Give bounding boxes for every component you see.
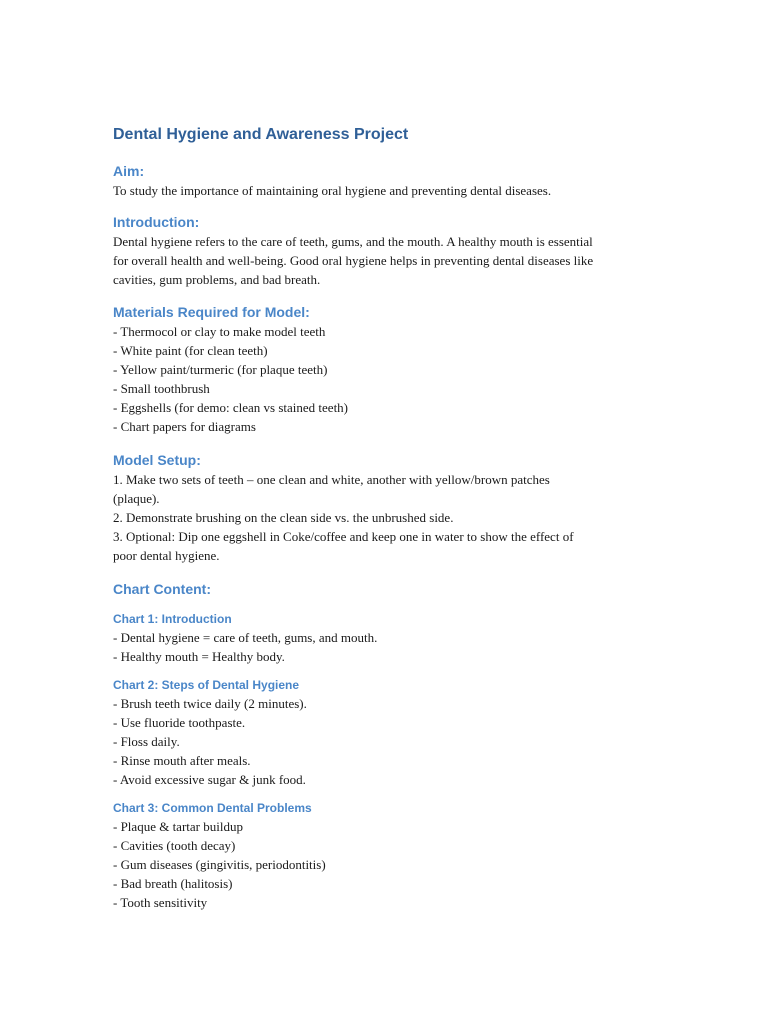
list-item: - Use fluoride toothpaste. [113,715,246,730]
model-setup-line: 1. Make two sets of teeth – one clean and white, another with yellow/brown patches [113,472,550,487]
chart-2-heading: Chart 2: Steps of Dental Hygiene [113,678,300,692]
chart-content-section [113,579,673,912]
document-page [113,124,673,912]
chart-1-block [113,611,673,666]
aim-section [113,161,673,200]
chart-1-list [113,628,673,666]
materials-list [113,322,673,436]
materials-section [113,302,673,436]
list-item: - Brush teeth twice daily (2 minutes). [113,696,307,711]
list-item: - Bad breath (halitosis) [113,876,233,891]
model-setup-steps [113,470,673,565]
model-setup-section [113,450,673,565]
model-setup-line: poor dental hygiene. [113,548,220,563]
list-item: - Thermocol or clay to make model teeth [113,324,326,339]
chart-3-heading: Chart 3: Common Dental Problems [113,801,312,815]
document-title: Dental Hygiene and Awareness Project [113,126,409,143]
aim-heading: Aim: [113,163,145,179]
list-item: - Avoid excessive sugar & junk food. [113,772,306,787]
model-setup-line: (plaque). [113,491,160,506]
model-setup-line: 3. Optional: Dip one eggshell in Coke/coffee and keep one in water to show the effect of [113,529,574,544]
introduction-section [113,212,673,289]
list-item: - Small toothbrush [113,381,210,396]
introduction-paragraph [113,232,673,289]
aim-text: To study the importance of maintaining oral hygiene and preventing dental diseases. [113,183,552,198]
list-item: - Yellow paint/turmeric (for plaque teeth) [113,362,328,377]
chart-3-list [113,817,673,912]
list-item: - Healthy mouth = Healthy body. [113,649,285,664]
materials-heading: Materials Required for Model: [113,304,310,320]
introduction-heading: Introduction: [113,214,200,230]
chart-2-block [113,677,673,789]
chart-content-heading: Chart Content: [113,581,211,597]
introduction-line: Dental hygiene refers to the care of teeth, gums, and the mouth. A healthy mouth is essential [113,234,593,249]
list-item: - White paint (for clean teeth) [113,343,268,358]
introduction-line: for overall health and well-being. Good oral hygiene helps in preventing dental diseases like [113,253,594,268]
list-item: - Rinse mouth after meals. [113,753,251,768]
list-item: - Eggshells (for demo: clean vs stained teeth) [113,400,349,415]
list-item: - Tooth sensitivity [113,895,208,910]
list-item: - Dental hygiene = care of teeth, gums, and mouth. [113,630,378,645]
chart-2-list [113,694,673,789]
introduction-line: cavities, gum problems, and bad breath. [113,272,321,287]
model-setup-heading: Model Setup: [113,452,201,468]
list-item: - Gum diseases (gingivitis, periodontitis) [113,857,326,872]
chart-3-block [113,800,673,912]
model-setup-line: 2. Demonstrate brushing on the clean side vs. the unbrushed side. [113,510,454,525]
list-item: - Cavities (tooth decay) [113,838,236,853]
list-item: - Floss daily. [113,734,180,749]
list-item: - Chart papers for diagrams [113,419,256,434]
list-item: - Plaque & tartar buildup [113,819,243,834]
chart-1-heading: Chart 1: Introduction [113,612,232,626]
